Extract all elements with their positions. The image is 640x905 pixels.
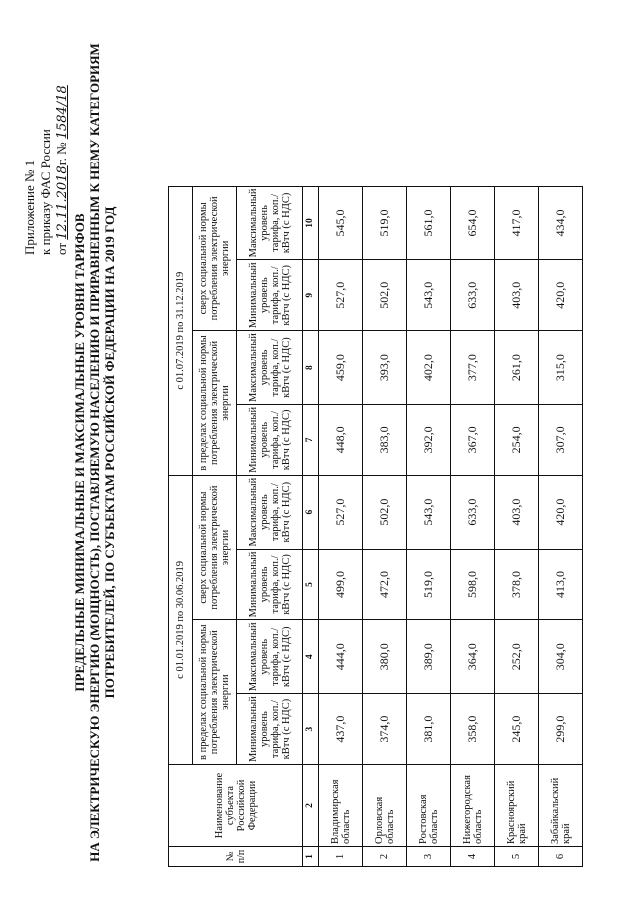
p2-within-norm-header: в пределах социальной нормы потребления электрической энергии <box>193 331 237 476</box>
title-line-2: НА ЭЛЕКТРИЧЕСКУЮ ЭНЕРГИЮ (МОЩНОСТЬ), ПОСТАВЛЯЕМУЮ НАСЕЛЕНИЮ И ПРИРАВНЕННЫМ К НЕМУ КАТЕГОРИЯМ <box>87 43 102 862</box>
appendix-number-prefix: г. № <box>54 142 69 166</box>
tariff-value: 307,0 <box>539 404 583 475</box>
row-number: 6 <box>539 847 583 867</box>
appendix-line-3 <box>54 85 71 255</box>
tariff-value: 527,0 <box>319 475 363 549</box>
tariff-value: 402,0 <box>407 331 451 405</box>
p2-above-max-header: Максимальный уровень тарифа, коп./кВтч (с НДС) <box>237 186 303 260</box>
tariff-value: 545,0 <box>319 186 363 260</box>
p2-above-norm-header: сверх социальной нормы потребления электрической энергии <box>193 186 237 331</box>
column-index-cell: 4 <box>303 620 319 694</box>
tariff-value: 654,0 <box>451 186 495 260</box>
region-name: Ростовская область <box>407 765 451 847</box>
appendix-line-1: Приложение № 1 <box>22 159 37 255</box>
tariff-value: 519,0 <box>363 186 407 260</box>
tariff-value: 437,0 <box>319 694 363 765</box>
region-name: Красноярский край <box>495 765 539 847</box>
tariff-value: 434,0 <box>539 186 583 260</box>
tariff-value: 378,0 <box>495 549 539 620</box>
tariff-value: 299,0 <box>539 694 583 765</box>
period-2-header: с 01.07.2019 по 31.12.2019 <box>169 186 193 475</box>
p2-above-min-header: Минимальный уровень тарифа, коп./кВтч (с НДС) <box>237 260 303 331</box>
column-index-cell: 5 <box>303 549 319 620</box>
appendix-date: 12.11.2018 <box>55 165 70 240</box>
document-title <box>72 0 117 905</box>
tariff-value: 315,0 <box>539 331 583 405</box>
tariff-value: 459,0 <box>319 331 363 405</box>
header-row-levels <box>237 186 303 866</box>
column-index-cell: 9 <box>303 260 319 331</box>
tariff-value: 543,0 <box>407 475 451 549</box>
tariff-value: 252,0 <box>495 620 539 694</box>
appendix-date-prefix: от <box>54 242 69 255</box>
tariff-value: 254,0 <box>495 404 539 475</box>
tariff-value: 502,0 <box>363 475 407 549</box>
tariff-value: 519,0 <box>407 549 451 620</box>
tariff-value: 389,0 <box>407 620 451 694</box>
tariff-value: 403,0 <box>495 260 539 331</box>
header-row-periods <box>169 186 193 866</box>
table-row <box>539 186 583 866</box>
tariff-value: 380,0 <box>363 620 407 694</box>
tariff-value: 403,0 <box>495 475 539 549</box>
column-index-cell: 8 <box>303 331 319 405</box>
region-name: Нижегородская область <box>451 765 495 847</box>
p2-within-max-header: Максимальный уровень тарифа, коп./кВтч (с НДС) <box>237 331 303 405</box>
tariff-value: 417,0 <box>495 186 539 260</box>
appendix-number: 1584/18 <box>55 85 70 140</box>
col-num-header: № п/п <box>169 847 303 867</box>
column-index-cell: 3 <box>303 694 319 765</box>
row-number: 2 <box>363 847 407 867</box>
table-row <box>451 186 495 866</box>
p1-above-min-header: Минимальный уровень тарифа, коп./кВтч (с НДС) <box>237 549 303 620</box>
tariff-value: 420,0 <box>539 260 583 331</box>
table-row <box>407 186 451 866</box>
tariff-value: 472,0 <box>363 549 407 620</box>
tariff-value: 383,0 <box>363 404 407 475</box>
tariff-value: 374,0 <box>363 694 407 765</box>
title-line-1: ПРЕДЕЛЬНЫЕ МИНИМАЛЬНЫЕ И МАКСИМАЛЬНЫЕ УРОВНИ ТАРИФОВ <box>72 213 87 692</box>
p1-above-max-header: Максимальный уровень тарифа, коп./кВтч (с НДС) <box>237 475 303 549</box>
table-row <box>319 186 363 866</box>
region-name: Орловская область <box>363 765 407 847</box>
column-index-row <box>303 186 319 866</box>
tariff-value: 543,0 <box>407 260 451 331</box>
row-number: 4 <box>451 847 495 867</box>
table-row <box>363 186 407 866</box>
tariff-value: 358,0 <box>451 694 495 765</box>
tariff-value: 364,0 <box>451 620 495 694</box>
tariff-value: 527,0 <box>319 260 363 331</box>
tariff-value: 413,0 <box>539 549 583 620</box>
tariff-value: 633,0 <box>451 475 495 549</box>
tariff-value: 633,0 <box>451 260 495 331</box>
tariff-value: 392,0 <box>407 404 451 475</box>
p1-within-norm-header: в пределах социальной нормы потребления электрической энергии <box>193 620 237 765</box>
tariff-value: 381,0 <box>407 694 451 765</box>
table-row <box>495 186 539 866</box>
tariff-value: 304,0 <box>539 620 583 694</box>
tariff-value: 420,0 <box>539 475 583 549</box>
tariff-value: 598,0 <box>451 549 495 620</box>
tariff-value: 393,0 <box>363 331 407 405</box>
tariff-value: 444,0 <box>319 620 363 694</box>
header-row-norms <box>193 186 237 866</box>
tariff-value: 499,0 <box>319 549 363 620</box>
row-number: 5 <box>495 847 539 867</box>
column-index-cell: 7 <box>303 404 319 475</box>
title-line-3: ПОТРЕБИТЕЛЕЙ, ПО СУБЪЕКТАМ РОССИЙСКОЙ ФЕДЕРАЦИИ НА 2019 ГОД <box>102 206 117 699</box>
column-index-cell: 1 <box>303 847 319 867</box>
tariff-value: 502,0 <box>363 260 407 331</box>
tariff-value: 377,0 <box>451 331 495 405</box>
tariff-value: 367,0 <box>451 404 495 475</box>
region-name: Забайкальский край <box>539 765 583 847</box>
period-1-header: с 01.01.2019 по 30.06.2019 <box>169 475 193 764</box>
tariff-value: 245,0 <box>495 694 539 765</box>
tariff-value: 448,0 <box>319 404 363 475</box>
region-name: Владимирская область <box>319 765 363 847</box>
appendix-line-2: к приказу ФАС России <box>38 129 53 255</box>
tariff-value: 561,0 <box>407 186 451 260</box>
p1-above-norm-header: сверх социальной нормы потребления электрической энергии <box>193 475 237 620</box>
appendix-block <box>22 85 71 255</box>
p1-within-max-header: Максимальный уровень тарифа, коп./кВтч (с НДС) <box>237 620 303 694</box>
column-index-cell: 10 <box>303 186 319 260</box>
column-index-cell: 6 <box>303 475 319 549</box>
p1-within-min-header: Минимальный уровень тарифа, коп./кВтч (с НДС) <box>237 694 303 765</box>
tariffs-table <box>168 186 583 867</box>
col-name-header: Наименование субъекта Российской Федерации <box>169 765 303 847</box>
column-index-cell: 2 <box>303 765 319 847</box>
p2-within-min-header: Минимальный уровень тарифа, коп./кВтч (с НДС) <box>237 404 303 475</box>
row-number: 3 <box>407 847 451 867</box>
tariff-value: 261,0 <box>495 331 539 405</box>
row-number: 1 <box>319 847 363 867</box>
